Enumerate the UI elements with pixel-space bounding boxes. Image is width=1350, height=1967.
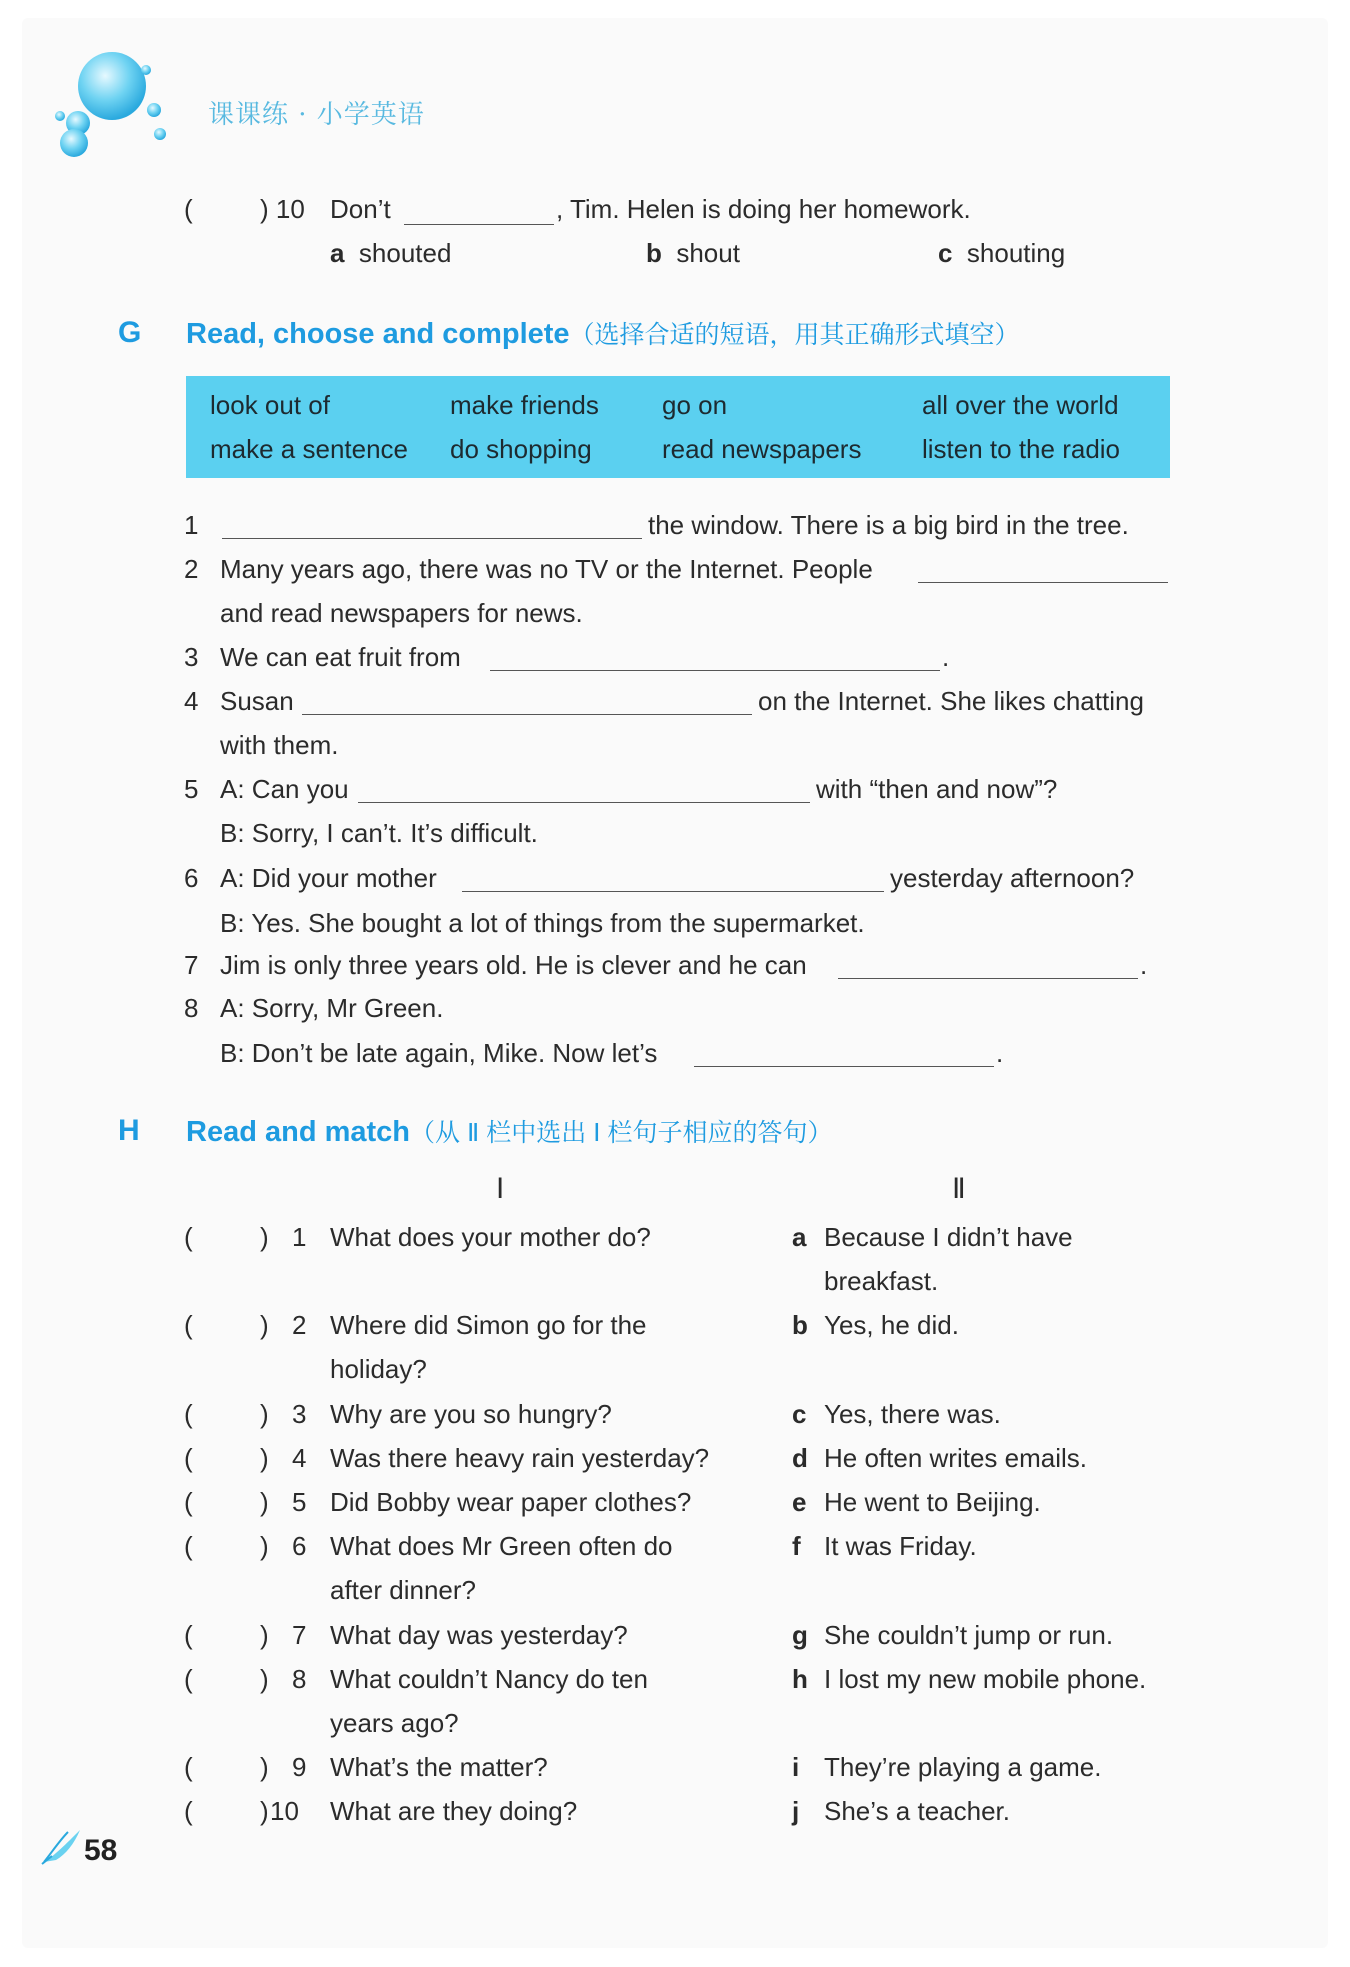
answer-blank[interactable] — [462, 891, 884, 892]
item-text: . — [942, 642, 950, 672]
answer-text: Because I didn’t have — [824, 1222, 1073, 1252]
answer-letter: d — [792, 1443, 808, 1473]
item-text-cont: and read newspapers for news. — [220, 598, 583, 628]
answer-letter: e — [792, 1487, 807, 1517]
question-text: Don’t — [330, 194, 391, 224]
answer-paren-close: ) — [260, 1222, 269, 1252]
question-text: , Tim. Helen is doing her homework. — [556, 194, 971, 224]
item-text: . — [996, 1038, 1004, 1068]
question-text: What does your mother do? — [330, 1222, 651, 1252]
column-heading-2: Ⅱ — [952, 1174, 966, 1205]
item-text: with “then and now”? — [816, 774, 1058, 804]
item-text: Susan — [220, 686, 294, 716]
question-text: Was there heavy rain yesterday? — [330, 1443, 710, 1473]
answer-blank[interactable] — [404, 224, 554, 225]
question-number: 9 — [292, 1752, 307, 1782]
option-a: a shouted — [330, 238, 452, 268]
item-number: 8 — [184, 993, 199, 1023]
option-c: c shouting — [938, 238, 1066, 268]
answer-paren-open: ( — [184, 1664, 193, 1694]
bubbles-logo-icon — [50, 48, 180, 163]
phrase: read newspapers — [662, 434, 862, 464]
phrase: make friends — [450, 390, 599, 420]
item-number: 3 — [184, 642, 199, 672]
answer-paren-close: ) — [260, 1487, 269, 1517]
question-text: What couldn’t Nancy do ten — [330, 1664, 648, 1694]
item-text: A: Did your mother — [220, 863, 437, 893]
answer-text: She’s a teacher. — [824, 1796, 1010, 1826]
answer-paren-open: ( — [184, 194, 193, 224]
item-text: We can eat fruit from — [220, 642, 461, 672]
section-title: Read and match（从 Ⅱ 栏中选出 Ⅰ 栏句子相应的答句） — [186, 1116, 833, 1148]
question-text: What day was yesterday? — [330, 1620, 628, 1650]
item-text: Many years ago, there was no TV or the Internet. People — [220, 554, 873, 584]
workbook-page — [22, 18, 1328, 1948]
item-number: 7 — [184, 950, 199, 980]
item-text-cont: B: Sorry, I can’t. It’s difficult. — [220, 818, 538, 848]
column-heading-1: Ⅰ — [496, 1174, 505, 1205]
answer-paren-close: ) — [260, 1620, 269, 1650]
page-number: 58 — [84, 1834, 118, 1867]
item-text: on the Internet. She likes chatting — [758, 686, 1144, 716]
question-text: What’s the matter? — [330, 1752, 548, 1782]
answer-blank[interactable] — [694, 1066, 994, 1067]
question-number: 5 — [292, 1487, 307, 1517]
phrase: all over the world — [922, 390, 1119, 420]
item-text-cont: B: Yes. She bought a lot of things from the supermarket. — [220, 908, 865, 938]
question-number: 6 — [292, 1531, 307, 1561]
item-number: 4 — [184, 686, 199, 716]
item-text: A: Sorry, Mr Green. — [220, 993, 444, 1023]
answer-text: They’re playing a game. — [824, 1752, 1102, 1782]
answer-text: I lost my new mobile phone. — [824, 1664, 1147, 1694]
answer-paren-open: ( — [184, 1531, 193, 1561]
phrase-bank — [186, 376, 1170, 478]
section-letter: G — [118, 316, 142, 349]
answer-blank[interactable] — [838, 978, 1138, 979]
question-number: 7 — [292, 1620, 307, 1650]
question-number: 3 — [292, 1399, 307, 1429]
answer-paren-close: ) — [260, 1399, 269, 1429]
answer-text: She couldn’t jump or run. — [824, 1620, 1114, 1650]
header-title: 课课练 · 小学英语 — [208, 100, 425, 130]
phrase: go on — [662, 390, 728, 420]
option-b: b shout — [646, 238, 740, 268]
question-number: ) 10 — [260, 194, 305, 224]
question-text: Did Bobby wear paper clothes? — [330, 1487, 692, 1517]
section-title: Read, choose and complete（选择合适的短语，用其正确形式填空） — [186, 318, 1020, 350]
answer-blank[interactable] — [490, 670, 940, 671]
answer-blank[interactable] — [222, 538, 642, 539]
answer-paren-close: ) — [260, 1443, 269, 1473]
answer-text: Yes, he did. — [824, 1310, 959, 1340]
answer-text: He went to Beijing. — [824, 1487, 1041, 1517]
answer-paren-open: ( — [184, 1620, 193, 1650]
item-number: 6 — [184, 863, 199, 893]
question-text-cont: years ago? — [330, 1708, 459, 1738]
phrase: do shopping — [450, 434, 592, 464]
question-text: Where did Simon go for the — [330, 1310, 647, 1340]
item-text: . — [1140, 950, 1148, 980]
answer-blank[interactable] — [302, 714, 752, 715]
answer-letter: c — [792, 1399, 807, 1429]
phrase: listen to the radio — [922, 434, 1121, 464]
item-number: 2 — [184, 554, 199, 584]
answer-paren-open: ( — [184, 1796, 193, 1826]
answer-paren-open: ( — [184, 1752, 193, 1782]
answer-paren-open: ( — [184, 1222, 193, 1252]
question-number: 1 — [292, 1222, 307, 1252]
item-text: A: Can you — [220, 774, 349, 804]
question-text: What are they doing? — [330, 1796, 578, 1826]
answer-paren-open: ( — [184, 1443, 193, 1473]
phrase: look out of — [210, 390, 330, 420]
item-number: 5 — [184, 774, 199, 804]
answer-letter: h — [792, 1664, 808, 1694]
question-text-cont: holiday? — [330, 1354, 427, 1384]
item-text-cont: B: Don’t be late again, Mike. Now let’s — [220, 1038, 658, 1068]
item-text: Jim is only three years old. He is clever and he can — [220, 950, 807, 980]
answer-blank[interactable] — [918, 582, 1168, 583]
answer-letter: j — [792, 1796, 800, 1826]
item-text: the window. There is a big bird in the tree. — [648, 510, 1129, 540]
question-text-cont: after dinner? — [330, 1575, 476, 1605]
item-text: yesterday afternoon? — [890, 863, 1135, 893]
question-text: What does Mr Green often do — [330, 1531, 673, 1561]
answer-letter: b — [792, 1310, 808, 1340]
answer-text: It was Friday. — [824, 1531, 977, 1561]
answer-paren-close: ) — [260, 1752, 269, 1782]
answer-letter: i — [792, 1752, 800, 1782]
item-text-cont: with them. — [220, 730, 339, 760]
answer-letter: a — [792, 1222, 807, 1252]
question-text: Why are you so hungry? — [330, 1399, 612, 1429]
question-number: 4 — [292, 1443, 307, 1473]
answer-text: He often writes emails. — [824, 1443, 1087, 1473]
answer-paren-open: ( — [184, 1487, 193, 1517]
section-letter: H — [118, 1114, 140, 1147]
feather-icon — [40, 1826, 84, 1866]
answer-text-cont: breakfast. — [824, 1266, 939, 1296]
answer-letter: f — [792, 1531, 801, 1561]
item-number: 1 — [184, 510, 199, 540]
answer-paren-open: ( — [184, 1310, 193, 1340]
answer-text: Yes, there was. — [824, 1399, 1001, 1429]
question-number: 2 — [292, 1310, 307, 1340]
answer-paren-close: ) — [260, 1310, 269, 1340]
question-number: 10 — [270, 1796, 299, 1826]
answer-paren-close: ) — [260, 1796, 269, 1826]
answer-blank[interactable] — [358, 802, 810, 803]
answer-paren-open: ( — [184, 1399, 193, 1429]
phrase: make a sentence — [210, 434, 409, 464]
question-number: 8 — [292, 1664, 307, 1694]
answer-paren-close: ) — [260, 1531, 269, 1561]
answer-paren-close: ) — [260, 1664, 269, 1694]
answer-letter: g — [792, 1620, 808, 1650]
